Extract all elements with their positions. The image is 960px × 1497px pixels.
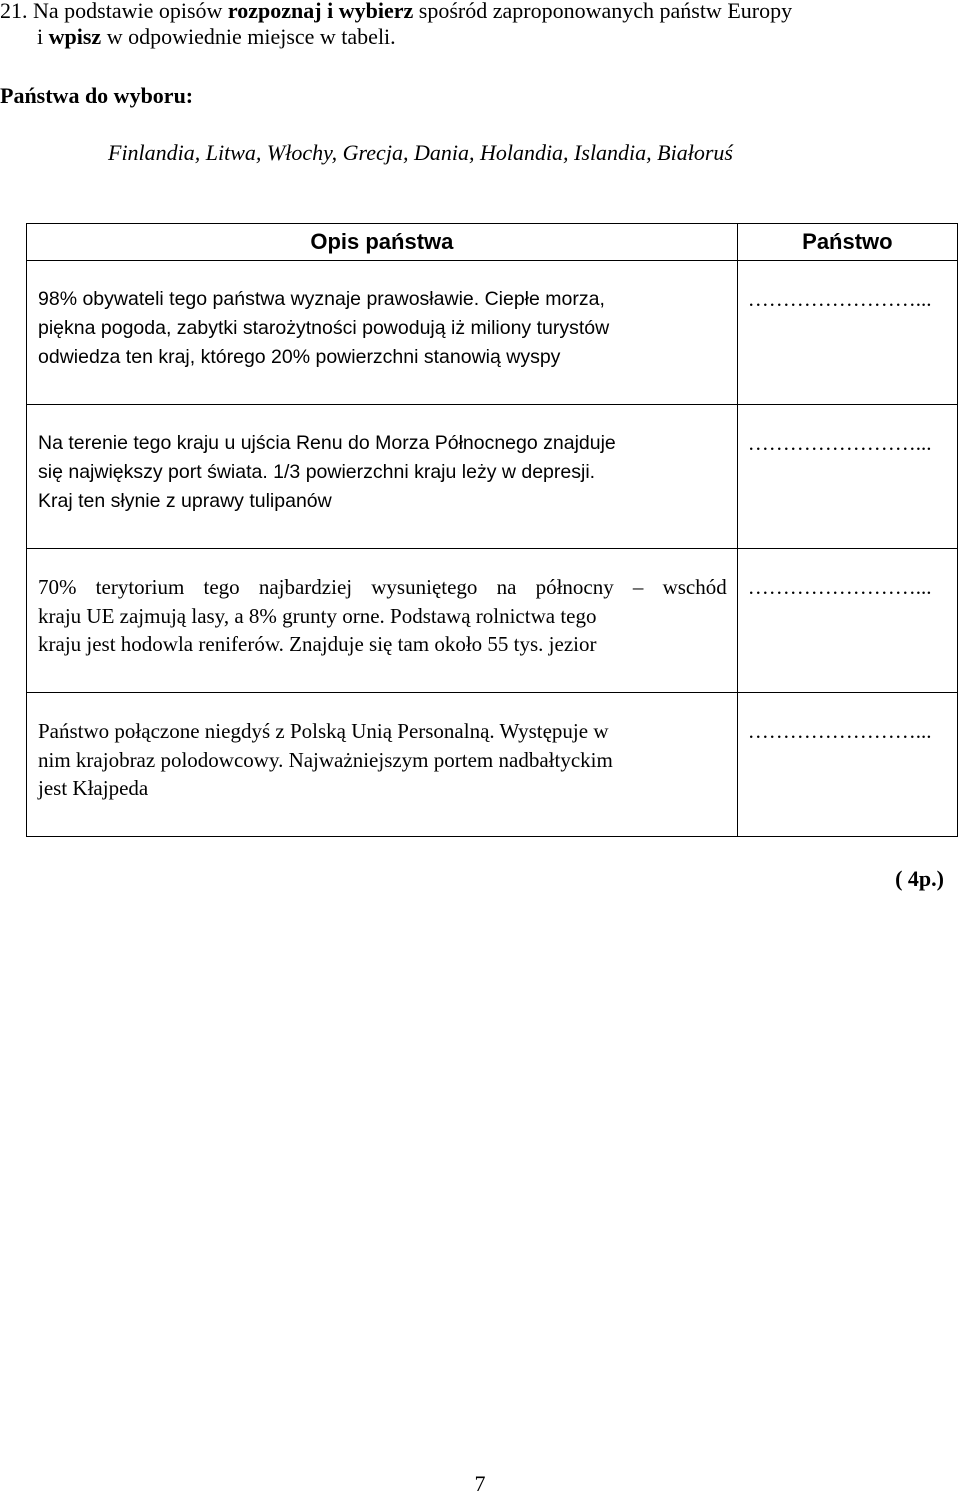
points-value: ( 4p.) <box>895 866 944 891</box>
description-text <box>27 405 737 516</box>
answer-cell[interactable] <box>737 405 957 549</box>
instruction-text: i <box>37 24 49 49</box>
instruction-text: Na podstawie opisów <box>33 0 228 23</box>
answer-blank[interactable]: ……………………... <box>747 431 932 455</box>
description-cell <box>27 261 738 405</box>
table-header-row <box>27 224 958 261</box>
description-line: Państwo połączone niegdyś z Polską Unią Personalną. Występuje w <box>38 719 609 743</box>
answer-cell[interactable] <box>737 261 957 405</box>
description-cell <box>27 693 738 837</box>
description-line: kraju UE zajmują lasy, a 8% grunty orne. Podstawą rolnictwa tego <box>38 603 597 628</box>
description-line: Na terenie tego kraju u ujścia Renu do Morza Północnego znajduje <box>38 432 616 454</box>
table-row <box>27 549 958 693</box>
description-cell <box>27 405 738 549</box>
description-line: się największy port świata. 1/3 powierzchni kraju leży w depresji. <box>38 461 596 483</box>
answer-cell[interactable] <box>737 549 957 693</box>
answer-blank[interactable]: ……………………... <box>747 719 932 743</box>
description-line: odwiedza ten kraj, którego 20% powierzchni stanowią wyspy <box>38 346 561 368</box>
description-line: 98% obywateli tego państwa wyznaje prawosławie. Ciepłe morza, <box>38 288 605 310</box>
task-number: 21. <box>0 0 28 23</box>
table-row <box>27 693 958 837</box>
choices-list: Finlandia, Litwa, Włochy, Grecja, Dania, Holandia, Islandia, Białoruś <box>108 140 733 165</box>
instruction-line-2 <box>0 24 960 50</box>
description-line: nim krajobraz polodowcowy. Najważniejszym portem nadbałtyckim <box>38 747 613 772</box>
answer-cell[interactable] <box>737 693 957 837</box>
description-line: kraju jest hodowla reniferów. Znajduje się tam około 55 tys. jezior <box>38 632 597 656</box>
header-description: Opis państwa <box>27 224 738 261</box>
description-line: Kraj ten słynie z uprawy tulipanów <box>38 490 332 512</box>
table-row <box>27 261 958 405</box>
instruction-emphasis-write: wpisz <box>48 24 102 49</box>
choices-label: Państwa do wyboru: <box>0 83 194 108</box>
description-text <box>27 693 737 803</box>
description-cell <box>27 549 738 693</box>
answer-blank[interactable]: ……………………... <box>747 287 932 311</box>
task-instruction <box>0 0 960 50</box>
description-text <box>27 261 737 372</box>
countries-table <box>26 223 958 837</box>
instruction-line-1 <box>0 0 960 24</box>
header-answer: Państwo <box>737 224 957 261</box>
description-line: 70% terytorium tego najbardziej wysuniętego na północny – wschód <box>38 575 727 599</box>
description-line: piękna pogoda, zabytki starożytności powodują iż miliony turystów <box>38 317 610 339</box>
description-text <box>27 549 737 659</box>
instruction-text: w odpowiednie miejsce w tabeli. <box>101 24 396 49</box>
table-row <box>27 405 958 549</box>
answer-blank[interactable]: ……………………... <box>747 575 932 599</box>
instruction-emphasis-recognize: rozpoznaj i wybierz <box>227 0 414 23</box>
page-number: 7 <box>474 1471 486 1496</box>
instruction-text: spośród zaproponowanych państw Europy <box>413 0 793 23</box>
description-line: jest Kłajpeda <box>38 776 149 800</box>
